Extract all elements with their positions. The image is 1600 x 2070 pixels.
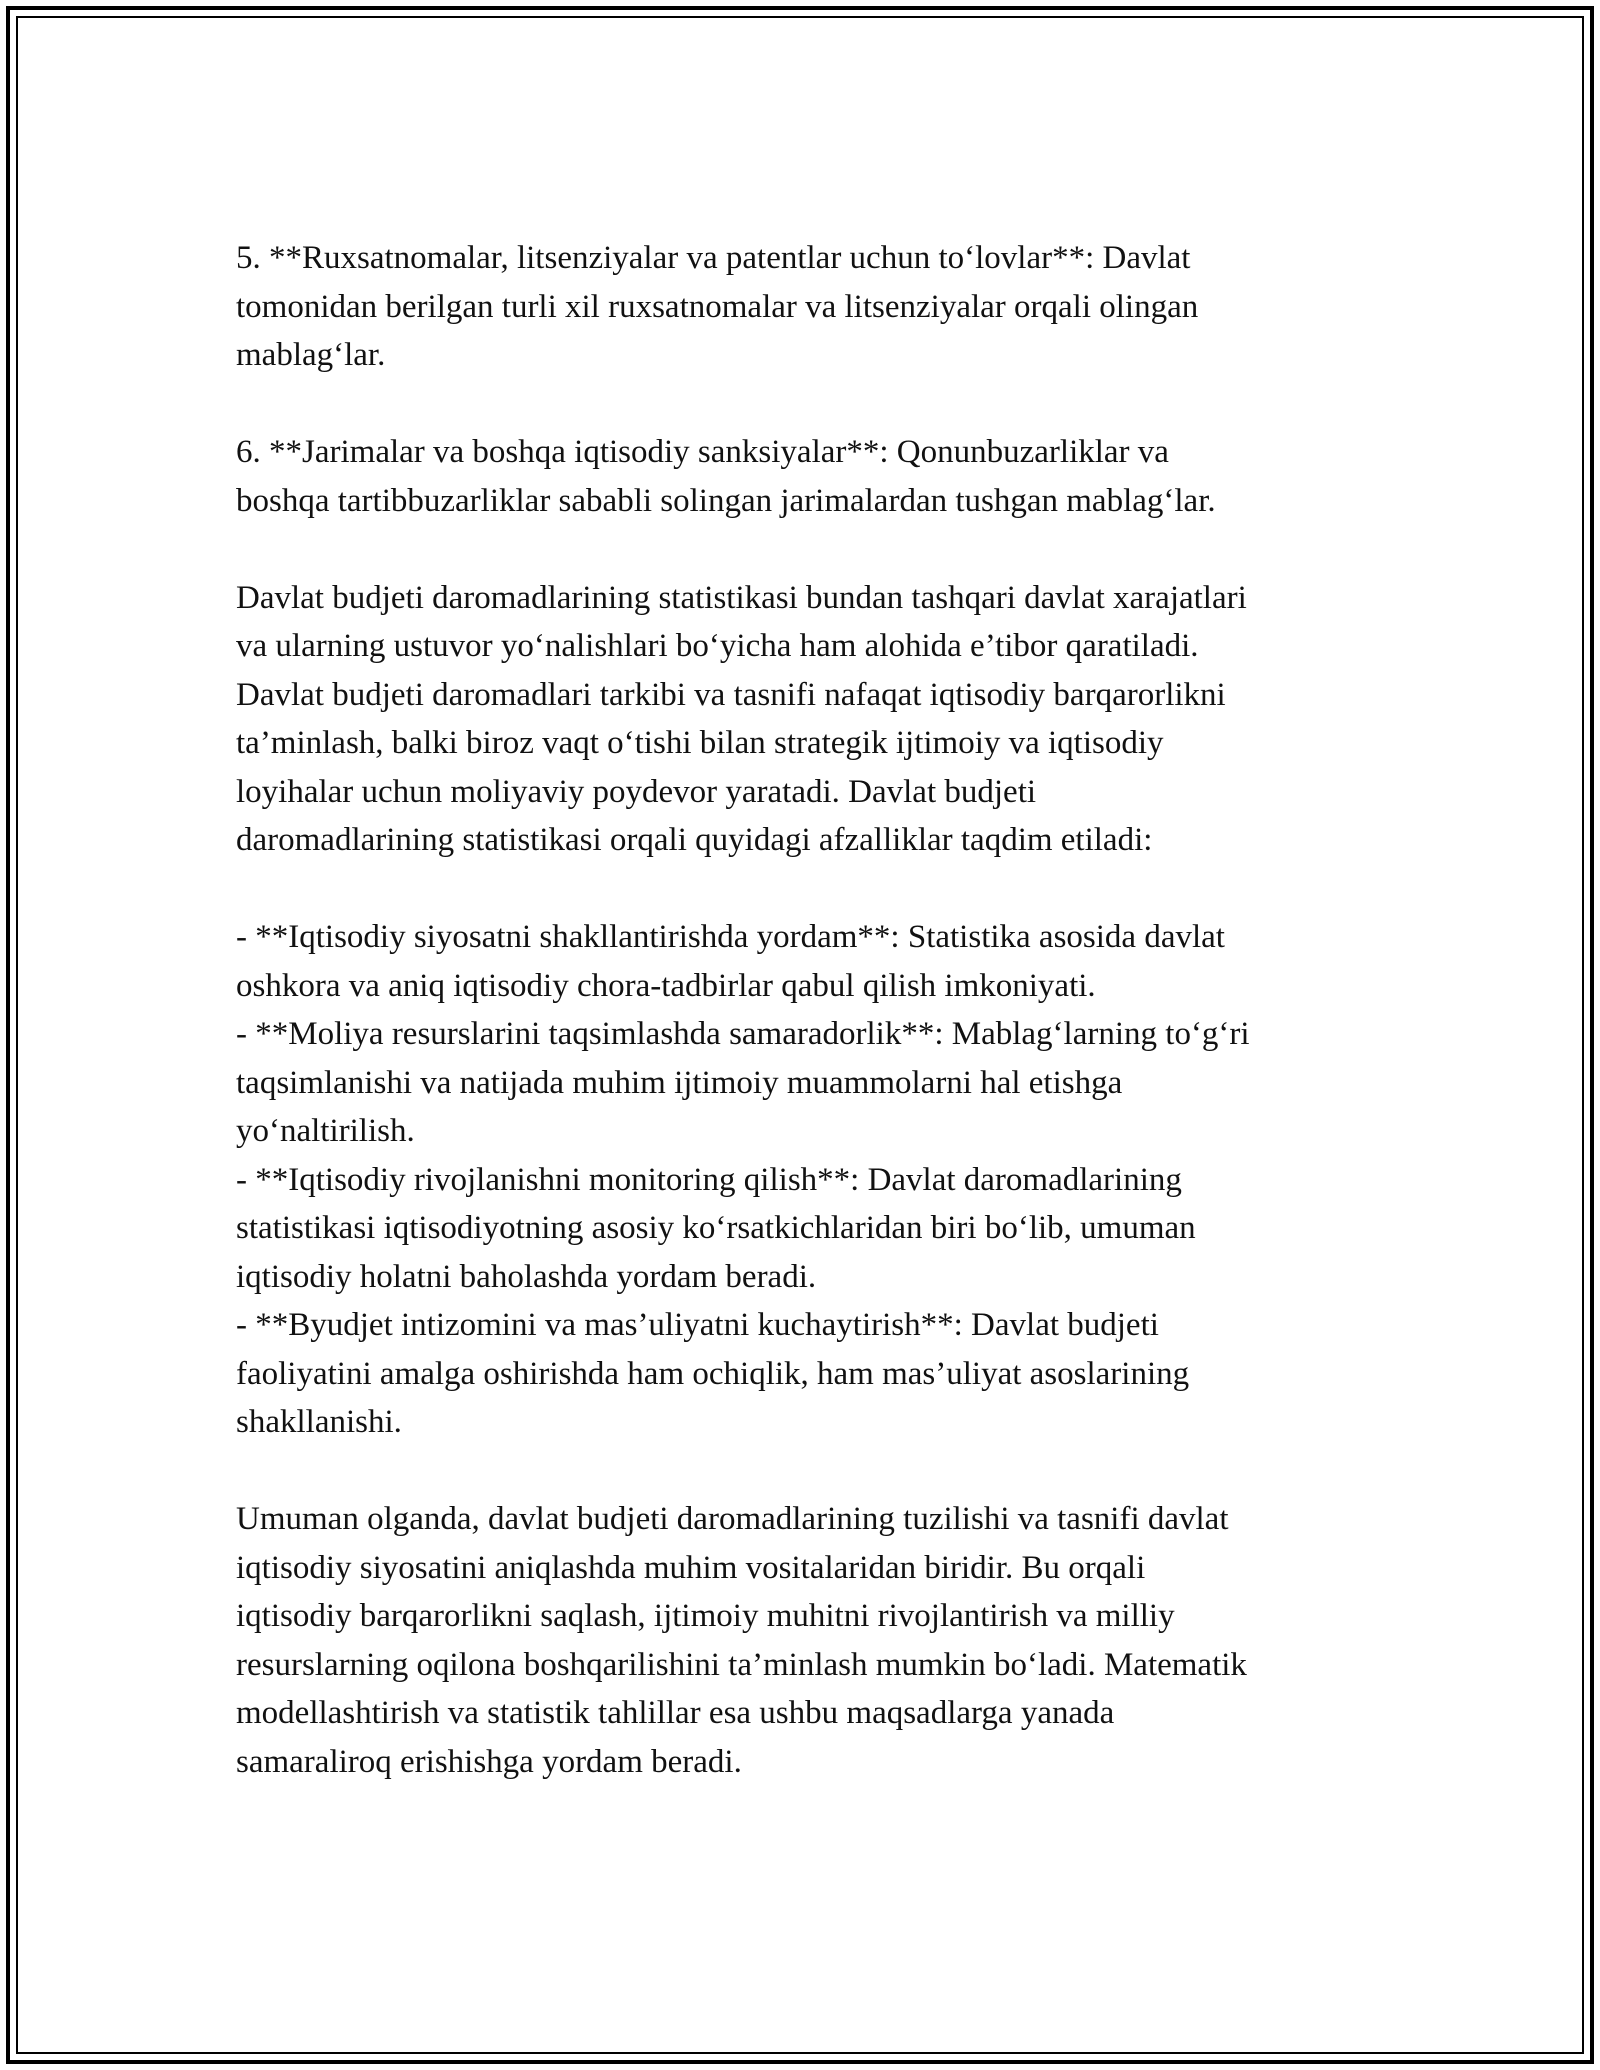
list-item-line: iqtisodiy holatni baholashda yordam beradi. [236, 1258, 817, 1295]
text-line: resurslarning oqilona boshqarilishini ta’minlash mumkin bo‘ladi. Matematik [236, 1646, 1247, 1683]
list-item-line: yo‘naltirilish. [236, 1113, 415, 1149]
paragraph-advantages-list [236, 913, 1376, 1447]
text-line: va ularning ustuvor yo‘nalishlari bo‘yicha ham alohida e’tibor qaratiladi. [236, 628, 1199, 664]
paragraph-spacer [236, 1447, 1376, 1496]
text-line: iqtisodiy barqarorlikni saqlash, ijtimoiy muhitni rivojlantirish va milliy [236, 1598, 1175, 1634]
list-item-line: oshkora va aniq iqtisodiy chora-tadbirlar qabul qilish imkoniyati. [236, 967, 1096, 1004]
text-line: Davlat budjeti daromadlarining statistikasi bundan tashqari davlat xarajatlari [236, 579, 1247, 616]
list-item-line: - **Byudjet intizomini va mas’uliyatni kuchaytirish**: Davlat budjeti [236, 1307, 1159, 1343]
text-line: modellashtirish va statistik tahlillar esa ushbu maqsadlarga yanada [236, 1695, 1115, 1731]
list-item-line: faoliyatini amalga oshirishda ham ochiqlik, ham mas’uliyat asoslarining [236, 1355, 1190, 1392]
list-item-line: taqsimlanishi va natijada muhim ijtimoiy muammolarni hal etishga [236, 1064, 1123, 1101]
text-line: Davlat budjeti daromadlari tarkibi va tasnifi nafaqat iqtisodiy barqarorlikni [236, 676, 1226, 713]
paragraph-spacer [236, 525, 1376, 574]
list-item-line: - **Iqtisodiy siyosatni shakllantirishda yordam**: Statistika asosida davlat [236, 919, 1225, 955]
text-line: ta’minlash, balki biroz vaqt o‘tishi bilan strategik ijtimoiy va iqtisodiy [236, 725, 1164, 761]
text-line: samaraliroq erishishga yordam beradi. [236, 1743, 742, 1780]
text-line: daromadlarining statistikasi orqali quyidagi afzalliklar taqdim etiladi: [236, 822, 1153, 858]
list-item-line: - **Moliya resurslarini taqsimlashda samaradorlik**: Mablag‘larning to‘g‘ri [236, 1016, 1250, 1052]
text-line: loyihalar uchun moliyaviy poydevor yaratadi. Davlat budjeti [236, 773, 1037, 810]
paragraph-conclusion [236, 1495, 1376, 1786]
text-line: 6. **Jarimalar va boshqa iqtisodiy sanksiyalar**: Qonunbuzarliklar va [236, 434, 1169, 470]
text-line: mablag‘lar. [236, 337, 386, 373]
paragraph-spacer [236, 380, 1376, 429]
paragraph-item-6 [236, 428, 1376, 525]
paragraph-item-5 [236, 234, 1376, 380]
paragraph-statistics-intro [236, 574, 1376, 865]
text-line: Umuman olganda, davlat budjeti daromadlarining tuzilishi va tasnifi davlat [236, 1501, 1229, 1537]
list-item-line: shakllanishi. [236, 1404, 402, 1440]
paragraph-spacer [236, 865, 1376, 914]
text-line: tomonidan berilgan turli xil ruxsatnomalar va litsenziyalar orqali olingan [236, 288, 1199, 325]
list-item-line: - **Iqtisodiy rivojlanishni monitoring qilish**: Davlat daromadlarining [236, 1161, 1182, 1198]
list-item-line: statistikasi iqtisodiyotning asosiy ko‘rsatkichlaridan biri bo‘lib, umuman [236, 1210, 1196, 1246]
text-line: boshqa tartibbuzarliklar sababli solingan jarimalardan tushgan mablag‘lar. [236, 482, 1216, 519]
document-body [236, 234, 1376, 1786]
text-line: 5. **Ruxsatnomalar, litsenziyalar va patentlar uchun to‘lovlar**: Davlat [236, 240, 1191, 276]
text-line: iqtisodiy siyosatini aniqlashda muhim vositalaridan biridir. Bu orqali [236, 1549, 1146, 1586]
